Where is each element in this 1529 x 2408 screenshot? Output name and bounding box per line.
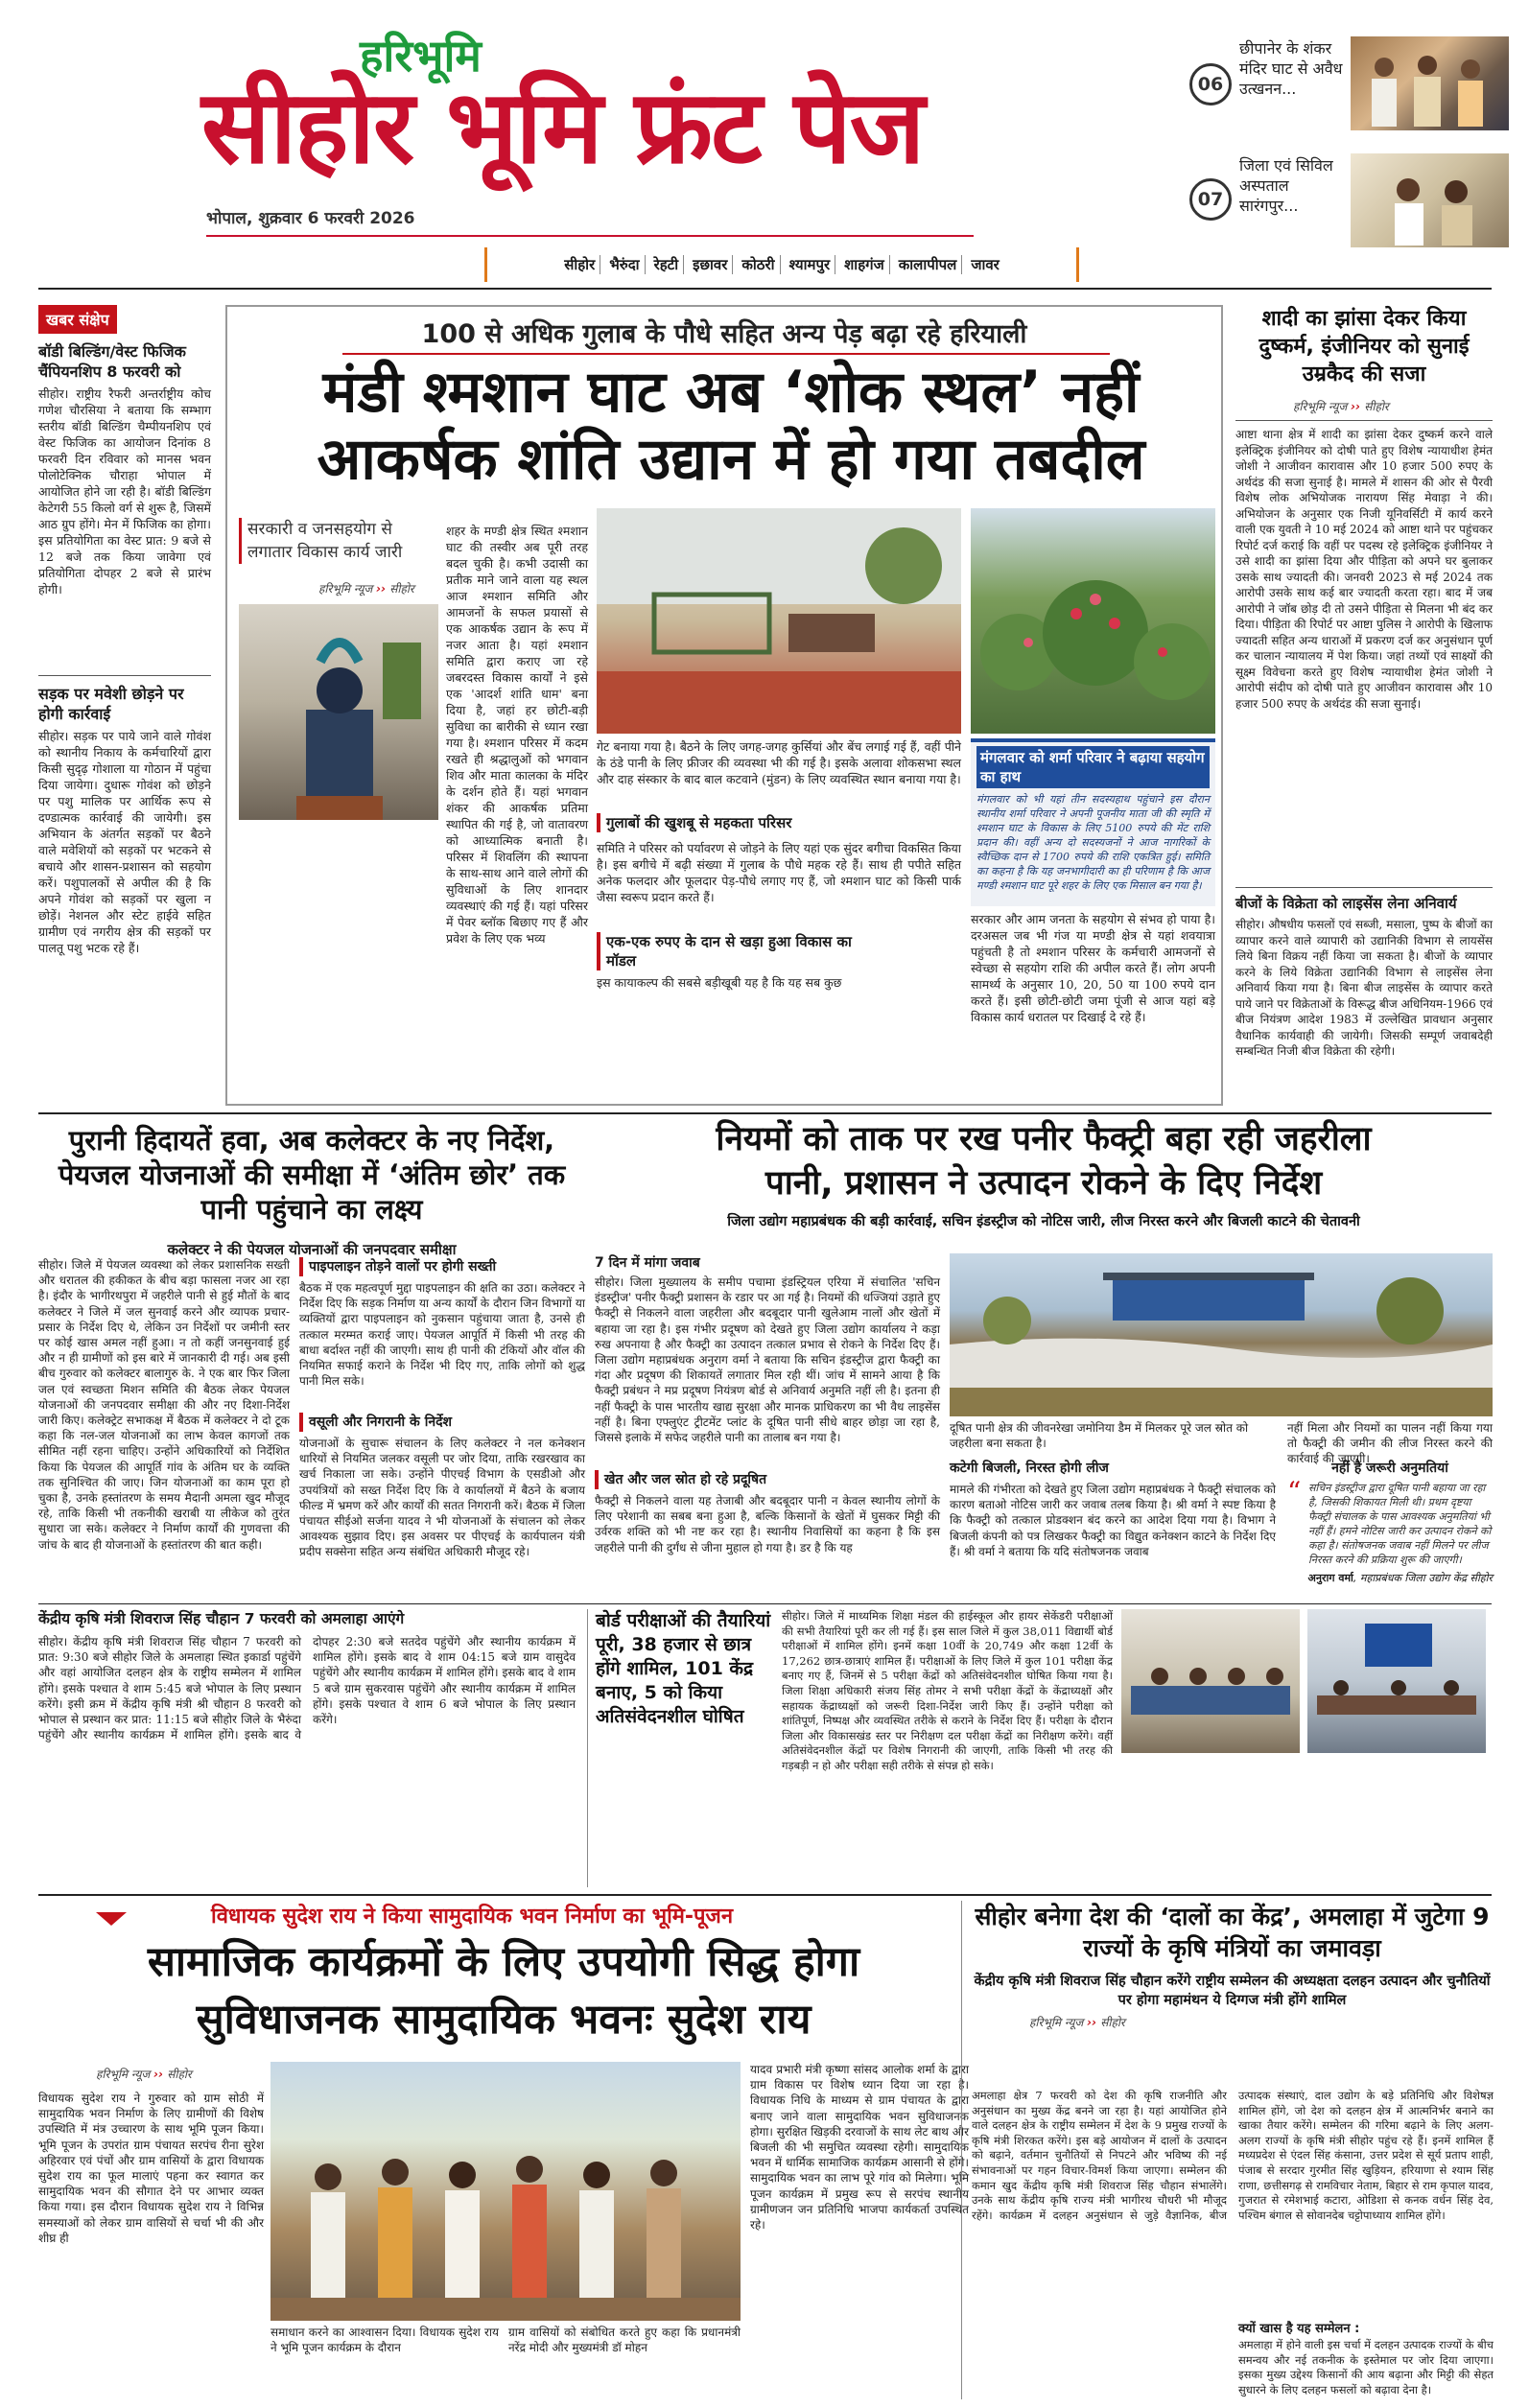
masthead-divider (206, 235, 974, 237)
paneer-quote-text: सचिन इंडस्ट्रीज द्वारा दूषित पानी बहाया जा रहा है, जिसकी शिकायत मिली थी। प्रथम दृष्टया फैक्ट्री संचालक के पास आवश्यक अनुमतियां भी नहीं हैं। हमने नोटिस जारी कर उत्पादन रोकने को कहा है। संतोषजनक जवाब नहीं मिलने पर लीज निरस्त करने की प्रक्रिया शुरू की जाएगी। (1308, 1482, 1492, 1566)
rose-bush-icon (971, 508, 1215, 734)
side-story-1 (1235, 305, 1493, 880)
pulses-sub: क्यों खास है यह सम्मेलन : (1238, 2322, 1360, 2336)
paneer-quote-box (1287, 1459, 1493, 1595)
bhavan-byline (96, 2066, 192, 2082)
lead-photo-rose-garden (971, 508, 1215, 734)
section-rule-3 (38, 1894, 1492, 1896)
pulses-story (961, 1901, 1493, 2399)
lead-photo-seating (597, 508, 961, 734)
paneer-deck: जिला उद्योग महाप्रबंधक की बड़ी कार्रवाई, सचिन इंडस्ट्रीज को नोटिस जारी, लीज निरस्त करने और बिजली काटने की चेतावनी (727, 1214, 1360, 1229)
chevron-right-icon: ›› (1351, 400, 1365, 413)
paneer-text-1: सीहोर। जिला मुख्यालय के समीप पचामा इंडस्ट्रियल एरिया में संचालित 'सचिन इंडस्ट्रीज' पनीर फैक्ट्री प्रशासन के रडार पर आ गई है। नियमों की धज्जियां उड़ाते हुए फैक्ट्री से निकलने वाला जहरीला और बदबूदार पानी खुलेआम नालों और खेतों में बहाया जा रहा है। इस गंभीर प्रदूषण को देखते हुए जिला उद्योग कार्यालय ने कड़ा रुख अपनाया है और फैक्ट्री का उत्पादन तत्काल प्रभाव से रोकने के निर्देश दिए हैं। जिला उद्योग महाप्रबंधक अनुराग वर्मा ने बताया कि सचिन इंडस्ट्रीज द्वारा फैक्ट्री का गंदा और प्रदूषण की शिकायतें लगातार मिल रही थीं। जांच में सामने आया है कि फैक्ट्री प्रबंधन ने मप्र प्रदूषण नियंत्रण बोर्ड से अनिवार्य अनुमति नहीं ली है। इतना ही नहीं फैक्ट्री के पास भारतीय खाद्य सुरक्षा और मानक प्राधिकरण का भी वैध लाइसेंस नहीं है। बिना एफ्लुएंट ट्रीटमेंट प्लांट के दूषित पानी सीधे बाहर छोड़ा जा रहा है, जिससे इलाके में सफेद जहरीले पानी का तालाब बन गया है। (595, 1275, 940, 1445)
water-story (38, 1117, 585, 1597)
benches-icon (597, 508, 961, 734)
side2-headline: बीजों के विक्रेता को लाइसेंस लेना अनिवार्य (1235, 895, 1457, 912)
byline-place: सीहोर (389, 582, 414, 596)
side1-byline (1235, 398, 1493, 414)
nav-item-kalapipal[interactable]: कालापीपल (894, 255, 963, 274)
nav-item-sehore[interactable]: सीहोर (559, 255, 600, 274)
lead-text-3: समिति ने परिसर को पर्यावरण से जोड़ने के लिए यहां एक सुंदर बगीचा विकसित किया है। इस बगीचे में बढ़ी संख्या में गुलाब के पौधे महक रहे हैं। साथ ही पपीते सहित अनेक फलदार और फूलदार पेड़-पौधे लगाए गए हैं, जो श्मशान घाट को किसी पार्क जैसा स्वरूप प्रदान करते हैं। (597, 841, 961, 904)
brief-item-1-text: सीहोर। राष्ट्रीय रैफरी अन्तर्राष्ट्रीय कोच गणेश चौरसिया ने बताया कि सम्भाग स्तरीय बॉडी बिल्डिंग चैम्पीयनशिप एवं वेस्ट फिजिक का आयोजन दिनांक 8 फरवरी दिन रविवार को मानस भवन पोलोटेक्निक चौराहा भोपाल में आयोजित होने जा रही है। बॉडी बिल्डिंग केटेगरी 55 किलो वर्ग से शुरू है, जिसमें आठ ग्रुप होंगे। मेन में फिजिक का होगा। इस प्रतियोगिता का वेस्ट प्रात: 9 बजे से 12 बजे तक किया जावेगा एवं प्रतियोगिता दोपहर 2 बजे से प्रारंभ होगी। (38, 386, 211, 596)
bhavan-headline-2: सुविधाजनक सामुदायिक भवनः सुदेश राय (196, 1996, 812, 2044)
paneer-text-4: नहीं मिला और नियमों का पालन नहीं किया गया तो फैक्ट्री की जमीन की लीज निरस्त करने की कार्रवाई की जाएगी। (1287, 1421, 1493, 1466)
quote-name: अनुराग वर्मा (1307, 1572, 1353, 1584)
chevron-right-icon: ›› (1087, 2016, 1101, 2029)
water-text-2: बैठक में एक महत्वपूर्ण मुद्दा पाइपलाइन की क्षति का उठा। कलेक्टर ने निर्देश दिए कि सड़क निर्माण या अन्य कार्यों के दौरान जिन विभागों या व्यक्तियों द्वारा पाइपलाइन को नुकसान पहुंचाया जाता है, उनसे ही तत्काल मरम्मत कराई जाए। पेयजल आपूर्ति में किसी भी तरह की बाधा बर्दाश्त नहीं की जाएगी। साथ ही पानी की टंकियों और वॉल की नियमित सफाई कराने के निर्देश भी दिए गए, ताकि लोगों को शुद्ध पानी मिल सके। (299, 1281, 585, 1389)
chevron-right-icon: ›› (153, 2068, 168, 2081)
pulses-text: अमलाहा क्षेत्र 7 फरवरी को देश की कृषि राजनीति और अनुसंधान का मुख्य केंद्र बनने जा रहा है। यहां आयोजित होने वाले दलहन क्षेत्र के राष्ट्रीय सम्मेलन में देश के 9 प्रमुख राज्यों के कृषि मंत्री शिरकत करेंगे। इस बड़े आयोजन में दालों के उत्पादन को बढ़ाने, वर्तमान चुनौतियों से निपटने और भविष्य की नई संभावनाओं पर गहन विचार-विमर्श किया जाएगा। सम्मेलन की कमान खुद केंद्रीय कृषि मंत्री शिवराज सिंह चौहान संभालेंगे। उनके साथ केंद्रीय कृषि राज्य मंत्री भागीरथ चौधरी भी मौजूद रहेंगे। कार्यक्रम में दलहन अनुसंधान से जुड़े वैज्ञानिक, बीज उत्पादक संस्थाएं, दाल उद्योग के बड़े प्रतिनिधि और विशेषज्ञ शामिल होंगे, जो देश को दलहन क्षेत्र में आत्मनिर्भर बनाने का खाका तैयार करेंगे। सम्मेलन की गरिमा बढ़ाने के लिए अलग-अलग राज्यों के कृषि मंत्री सीहोर पहुंच रहे हैं। इनमें शामिल हैं मध्यप्रदेश से एंदल सिंह कंसाना, उत्तर प्रदेश से सूर्य प्रताप शाही, पंजाब से सरदार गुरमीत सिंह खुड़ियन, हरियाणा से श्याम सिंह राणा, छत्तीसगढ़ से रामविचार नेताम, बिहार से राम कृपाल यादव, गुजरात से रमेशभाई कटारा, ओडिशा से कनक वर्धन सिंह देव, पश्चिम बंगाल से सोवानदेब चट्टोपाध्याय शामिल होंगे। (972, 2089, 1494, 2222)
pulses-headline: सीहोर बनेगा देश की ‘दालों का केंद्र’, अमलाहा में जुटेगा 9 राज्यों के कृषि मंत्रियों का जमावड़ा (975, 1903, 1490, 1962)
group-photo-icon (1351, 36, 1509, 130)
exam-headline: बोर्ड परीक्षाओं की तैयारियां पूरी, 38 हजार से छात्र होंगे शामिल, 101 केंद्र बनाए, 5 को किया अतिसंवेदनशील घोषित (596, 1610, 771, 1727)
teaser-number-badge: 06 (1189, 63, 1232, 105)
meeting-hall-icon (1121, 1609, 1300, 1753)
lead-headline-2: आकर्षक शांति उद्यान में हो गया तबदील (317, 426, 1145, 493)
water-headline: पुरानी हिदायतें हवा, अब कलेक्टर के नए निर्देश, पेयजल योजनाओं की समीक्षा में ‘अंतिम छोर’ तक पानी पहुंचाने का लक्ष्य (58, 1124, 566, 1226)
lead-deck: सरकारी व जनसहयोग से लगातार विकास कार्य जारी (239, 518, 431, 564)
byline-place: सीहोर (1100, 2016, 1125, 2029)
cm-visit-story (38, 1609, 576, 1887)
water-sub-3: वसूली और निगरानी के निर्देश (299, 1413, 585, 1432)
lead-kicker: 100 से अधिक गुलाब के पौधे सहित अन्य पेड़ बढ़ा रहे हरियाली (421, 319, 1027, 349)
paneer-sub-3: कटेगी बिजली, निरस्त होगी लीज (950, 1461, 1109, 1476)
byline-place: सीहोर (167, 2068, 192, 2081)
byline-source: हरिभूमि न्यूज (318, 582, 373, 596)
conference-icon (1307, 1609, 1486, 1753)
water-text-3: योजनाओं के सुचारू संचालन के लिए कलेक्टर ने नल कनेक्शन धारियों से नियमित जलकर वसूली पर जोर दिया, ताकि रखरखाव का खर्च निकाला जा सके। उन्होंने पीएचई विभाग के एसडीओ और उपयंत्रियों को सख्त निर्देश दिए कि वे कार्यालयों में बैठने के बजाय फील्ड में भ्रमण करें और कार्यों की सतत निगरानी करें। बैठक में जिला पंचायत सीईओ सर्जना यादव ने भी योजनाओं के संचालन को लेकर आवश्यक सुझाव दिए। इस अवसर पर पीएचई के कार्यपालन यंत्री प्रदीप सक्सेना सहित अन्य संबंधित अधिकारी मौजूद रहे। (299, 1437, 585, 1559)
top-rule (38, 288, 1492, 290)
teaser-text: जिला एवं सिविल अस्पताल सारंगपुर... (1239, 156, 1333, 215)
bhavan-text-4: यादव प्रभारी मंत्री कृष्णा सांसद आलोक शर्मा के द्वारा ग्राम विकास पर विशेष ध्यान दिया जा रहा है। विधायक निधि के माध्यम से ग्राम पंचायत के द्वारा बनाए जाने वाला सामुदायिक भवन सुविधाजनक होगा। सुरक्षित खिड़की दरवाजों के साथ लेट बाथ और बिजली की भी समुचित व्यवस्था रहेगी। सामुदायिक भवन में धार्मिक सामाजिक कार्यक्रम आसानी से होंगे। सामुदायिक भवन का लाभ पूरे गांव को मिलेगा। भूमि पूजन कार्यक्रम में प्रमुख रूप से सरपंच स्थानीय ग्रामीणजन जन प्रतिनिधि भाजपा कार्यकर्ता उपस्थित रहे। (750, 2063, 969, 2233)
masthead (0, 0, 1529, 288)
brief-column (38, 305, 211, 1101)
paneer-text-3: मामले की गंभीरता को देखते हुए जिला उद्योग महाप्रबंधक ने फैक्ट्री संचालक को कारण बताओ नोटिस जारी कर जवाब तलब किया है। श्री वर्मा ने स्पष्ट किया है कि फैक्ट्री को तत्काल प्रोडक्शन बंद करने का आदेश दिया गया है। विभाग ने बिजली कंपनी को पत्र लिखकर फैक्ट्री का विद्युत कनेक्शन काटने के निर्देश दिए हैं। श्री वर्मा ने बताया कि यदि संतोषजनक जवाब (950, 1483, 1276, 1558)
support-box-text: मंगलवार को भी यहां तीन सदस्यहाथ पहुंचाने इस दौरान स्थानीय शर्मा परिवार ने अपनी पूजनीय माता जी की स्मृति में श्मशान घाट के विकास के लिए 5100 रुपये की मेंट राशि प्रदान की। वहीं अन्य दो सदस्यजनों ने आज नागरिकों के स्वैच्छिक दान से 1700 रुपये की राशि एकत्रित हुई। समिति का कहना है कि यह जनभागीदारी का ही परिणाम है कि आज मण्डी श्मशान घाट पूरे शहर के लिए एक मिसाल बन गया है। (976, 793, 1210, 892)
location-nav (484, 247, 1079, 282)
chevron-right-icon: ›› (376, 582, 390, 596)
lead-kicker-rule (342, 353, 1110, 355)
factory-building-icon (950, 1253, 1493, 1416)
bhavan-text-3: ग्राम वासियों को संबोधित करते हुए कहा कि प्रधानमंत्री नरेंद्र मोदी और मुख्यमंत्री डॉ मोहन (508, 2326, 741, 2355)
paneer-headline-2: पानी, प्रशासन ने उत्पादन रोकने के दिए निर्देश (764, 1164, 1323, 1203)
paneer-quote-source (1287, 1571, 1493, 1585)
lead-text-5: सरकार और आम जनता के सहयोग से संभव हो पाया है। दरअसल जब भी गंज या मण्डी क्षेत्र से यहां शवयात्रा पहुंचती है तो श्मशान परिसर के कर्मचारी आमजनों से स्वेच्छा से सहयोग राशि की अपील करते हैं। लोग अपनी सामर्थ्य के अनुसार 10, 20, 50 या 100 रुपये दान करते हैं। इसी छोटी-छोटी जमा पूंजी से आज यहां बड़े विकास कार्य धरातल पर दिखाई दे रहे हैं। (971, 912, 1215, 1024)
section-rule-1 (38, 1112, 1492, 1114)
lead-story (225, 305, 1223, 1106)
paneer-story (595, 1117, 1493, 1597)
nav-item-shyampur[interactable]: श्यामपुर (785, 255, 836, 274)
paneer-factory-photo (950, 1253, 1493, 1416)
paneer-quote-head: नहीं है जरूरी अनुमतियां (1331, 1461, 1448, 1476)
lead-headline-1: मंडी श्मशान घाट अब ‘शोक स्थल’ नहीं (322, 359, 1140, 426)
cm-headline: केंद्रीय कृषि मंत्री शिवराज सिंह चौहान 7 फरवरी को अमलाहा आएंगे (38, 1610, 405, 1627)
section-rule-2 (38, 1603, 1492, 1604)
brief-item-1-head: बॉडी बिल्डिंग/वेस्ट फिजिक चैंपियनशिप 8 फरवरी को (38, 342, 186, 381)
page-title: सीहोर भूमि फ्रंट पेज (201, 68, 924, 186)
nav-item-shahganj[interactable]: शाहगंज (839, 255, 890, 274)
bhavan-kicker-arrow-icon (96, 1912, 127, 1926)
paneer-sub-1: 7 दिन में मांगा जवाब (595, 1255, 700, 1271)
community-hall-story (38, 1901, 969, 2399)
cm-text: सीहोर। केंद्रीय कृषि मंत्री शिवराज सिंह चौहान 7 फरवरी को प्रात: 9:30 बजे सीहोर जिले के अमलाहा स्थित इकार्डा पहुंचेंगे और वहां आयोजित दलहन क्षेत्र के राष्ट्रीय सम्मेलन में शामिल होंगे। इसके पश्चात वे शाम 5:45 बजे भोपाल के लिए प्रस्थान करेंगे। इसी क्रम में केंद्रीय कृषि मंत्री श्री चौहान 8 फरवरी को भोपाल से प्रस्थान कर प्रात: 11:15 बजे सीहोर जिले के भैरुंदा पहुंचेंगे और स्थानीय कार्यक्रम में शामिल होंगे। इसके बाद वे दोपहर 2:30 बजे सतदेव पहुंचेंगे और स्थानीय कार्यक्रम में शामिल होंगे। इसके बाद वे शाम 04:15 बजे ग्राम वासुदेव पहुंचेंगे और स्थानीय कार्यक्रम में शामिल होंगे। इसके बाद वे शाम 5 बजे ग्राम सुकरवास पहुंचेंगे और स्थानीय कार्यक्रम में शामिल होंगे। इसके पश्चात वे शाम 6 बजे भोपाल के लिए प्रस्थान करेंगे। (38, 1635, 576, 1742)
lead-text-4: इस कायाकल्प की सबसे बड़ीखूबी यह है कि यह सब कुछ (597, 975, 842, 990)
bhavan-headline-1: सामाजिक कार्यक्रमों के लिए उपयोगी सिद्ध होगा (147, 1938, 860, 1986)
crowd-icon (271, 2062, 741, 2321)
exam-text: सीहोर। जिले में माध्यमिक शिक्षा मंडल की हाईस्कूल और हायर सेकेंडरी परीक्षाओं की सभी तैयारियां पूरी कर ली गई हैं। इस साल जिले में कुल 38,011 विद्यार्थी बोर्ड परीक्षाओं में शामिल होंगे। इनमें कक्षा 10वीं के 20,749 और कक्षा 12वीं के 17,262 छात्र-छात्राएं शामिल हैं। परीक्षाओं के लिए जिले में कुल 101 परीक्षा केंद्र बनाए गए हैं, जिनमें से 5 परीक्षा केंद्रों को अतिसंवेदनशील घोषित किया गया है। जिला शिक्षा अधिकारी संजय सिंह तोमर ने सभी परीक्षा केंद्रों के केंद्राध्यक्षों और सहायक केंद्राध्यक्षों को जरूरी दिशा-निर्देश जारी किए हैं। उन्होंने परीक्षा को शांतिपूर्ण, निष्पक्ष और व्यवस्थित तरीके से कराने के निर्देश दिए हैं। परीक्षा के दौरान जिला और विकासखंड स्तर पर निरीक्षण दल परीक्षा केंद्रों का निरीक्षण करेंगे। वहीं अतिसंवेदनशील केंद्रों पर विशेष निगरानी की जाएगी, ताकि किसी भी तरह की गड़बड़ी न हो और परीक्षा सही तरीके से संपन्न हो सके। (782, 1609, 1113, 1772)
byline-source: हरिभूमि न्यूज (1293, 400, 1348, 413)
pulses-deck: केंद्रीय कृषि मंत्री शिवराज सिंह चौहान करेंगे राष्ट्रीय सम्मेलन की अध्यक्षता दलहन उत्पादन और चुनौतियों पर होगा महामंथन ये दिग्गज मंत्री होंगे शामिल (974, 1974, 1491, 2008)
brief-item-2-text: सीहोर। सड़क पर पाये जाने वाले गोवंश को स्थानीय निकाय के कर्मचारियों द्वारा किसी सुदृढ़ गोशाला या गोठान में पहुंचा दिया जायेगा। दुधारू गोवंश को छोड़ने पर पशु मालिक पर आर्थिक रूप से दण्डात्मक कार्रवाई की जायेगी। इस अभियान के अंतर्गत सड़कों पर बैठने वाले मवेशियों को सड़कों पर भटकने से बचाये और शासन-प्रशासन को सहयोग करें। पशुपालकों से अपील की है कि अपने गोवंश को सड़कों पर खुला न छोड़ें। नेशनल और स्टेट हाईवे सहित ग्रामीण एवं नगरीय क्षेत्र की सड़कों पर पालतू पशु भटक रहे हैं। (38, 729, 211, 955)
lead-photo-statue (239, 604, 438, 820)
nav-item-kothri[interactable]: कोठरी (737, 255, 780, 274)
lead-byline (318, 580, 453, 596)
water-text-1: सीहोर। जिले में पेयजल व्यवस्था को लेकर प्रशासनिक सख्ती और धरातल की हकीकत के बीच बड़ा फासला नजर आ रहा है। इंदौर के भागीरथपुरा में जहरीले पानी से हुई मौतों के बाद कलेक्टर ने जिले में जल सुनवाई करने और व्यापक प्रचार-प्रसार के निर्देश दिए थे, लेकिन उन निर्देशों पर जमीनी स्तर पर कोई खास अमल नहीं हुआ। न तो कहीं जनसुनवाई हुई और न ही ग्रामीणों को इस बारे में जानकारी दी गई। अब इसी बीच गुरुवार को कलेक्टर बालागुरु के. ने एक बार फिर जिला जल एवं स्वच्छता मिशन समिति की बैठक लेकर पेयजल योजनाओं की जनपदवार समीक्षा की और नए दिशा-निर्देश जारी किए। कलेक्ट्रेट सभाकक्ष में बैठक में कलेक्टर ने दो टूक कहा कि नल-जल योजनाओं का लाभ केवल कागजों तक सीमित नहीं रहना चाहिए। उन्होंने अधिकारियों को निर्देशित किया कि पेयजल की आपूर्ति गांव के अंतिम घर के व्यक्ति तक सुनिश्चित की जाए। जिन योजनाओं का काम पूरा हो चुका है, उनके हस्तांतरण के समय मैदानी अमला खुद मौजूद रहे, ताकि किसी भी तकनीकी खराबी या लीकेज को तुरंत सुधारा जा सके। कलेक्टर ने निर्माण कार्यों की गुणवत्ता की जांच के बाद ही योजनाओं के हस्तांतरण की बात कही। (38, 1258, 290, 1552)
nav-item-ichhawar[interactable]: इछावर (688, 255, 733, 274)
pulses-text-2: अमलाहा में होने वाली इस चर्चा में दलहन उत्पादक राज्यों के बीच समन्वय और नई तकनीक के इस्तेमाल पर जोर दिया जाएगा। इसका मुख्य उद्देश्य किसानों की आय बढ़ाना और मिट्टी की सेहत सुधारने के लिए दलहन फसलों को बढ़ावा देना है। (1238, 2338, 1494, 2396)
support-box-head: मंगलवार को शर्मा परिवार ने बढ़ाया सहयोग का हाथ (976, 746, 1210, 788)
bhavan-photo-group (271, 2062, 741, 2321)
side-story-2 (1235, 887, 1493, 1103)
side1-rule (1235, 420, 1493, 421)
byline-source: हरिभूमि न्यूज (96, 2068, 151, 2081)
lead-text-2: गेट बनाया गया है। बैठने के लिए जगह-जगह कुर्सियां और बेंच लगाई गई हैं, वहीं पीने के ठंडे पानी के लिए फ्रीजर की व्यवस्था भी की गई है। इसके अलावा शोकसभा स्थल और दाह संस्कार के बाद बाल कटवाने (मुंडन) के लिए व्यवस्थित स्थान बनाया गया है। (597, 739, 961, 786)
exam-meeting-photo-1 (1121, 1609, 1300, 1753)
side1-headline: शादी का झांसा देकर किया दुष्कर्म, इंजीनियर को सुनाई उम्रकैद की सजा (1258, 307, 1470, 386)
nav-item-jawar[interactable]: जावर (971, 256, 1000, 273)
bhavan-text-1: विधायक सुदेश राय ने गुरुवार को ग्राम सोठी में सामुदायिक भवन निर्माण के लिए ग्रामीणों की विशेष उपस्थिति में मंत्र उच्चारण के साथ भूमि पूजन किया। भूमि पूजन के उपरांत ग्राम पंचायत सरपंच रीना सुरेश अहिरवार एवं पंचों और ग्राम वासियों के द्वारा विधायक सुदेश राय का फूल मालाएं पहना कर स्वागत कर सामुदायिक भवन की सौगात देने पर आभार व्यक्त किया गया। इस दौरान विधायक सुदेश राय ने विभिन्न समस्याओं को लेकर ग्राम वासियों से चर्चा भी की और शीघ्र ही (38, 2092, 264, 2245)
side1-text: आष्टा थाना क्षेत्र में शादी का झांसा देकर दुष्कर्म करने वाले इलेक्ट्रिक इंजीनियर को दोषी पाते हुए विशेष न्यायाधीश हेमंत जोशी ने आजीवन कारावास और 10 हजार 500 रुपए के अर्थदंड की सजा सुनाई है। मामले में शासन की ओर से पैरवी विशेष लोक अभियोजक नारायण सिंह मेवाड़ा ने की। अभियोजन के अनुसार एक निजी यूनिवर्सिटी में कार्य करने वाली एक युवती ने 10 मई 2024 को आष्टा थाने पर पहुंचकर रिपोर्ट दर्ज कराई कि वहीं पर पदस्थ रहे इलेक्ट्रिक इंजीनियर ने उसे शादी का झांसा दिया और पीड़िता को अपने घर बुलाकर उसके साथ ज्यादती की। जनवरी 2023 से मई 2024 तक आरोपी उसके साथ कई बार ज्यादती करता रहा। बाद में जब आरोपी ने जॉब छोड़ दी तो उसने पीड़िता से मिलना भी बंद कर दिया। पीड़िता की रिपोर्ट पर आष्टा पुलिस ने आरोपी के खिलाफ ज्यादती सहित अन्य धाराओं में प्रकरण दर्ज कर अनुसंधान पूर्ण कर चालान न्यायालय में पेश किया। जहां तथ्यों एवं साक्ष्यों की सूक्ष्म विवेचना करते हुए विशेष न्यायाधीश हेमंत जोशी ने आरोपी संदीप को दोषी पाते हुए आजीवन कारावास और 10 हजार 500 रुपए के अर्थदंड की सजा सुनाई। (1235, 428, 1493, 711)
brief-label: खबर संक्षेप (38, 305, 117, 334)
water-sub-2: पाइपलाइन तोड़ने वालों पर होगी सख्ती (299, 1257, 585, 1276)
meeting-photo-icon (1351, 153, 1509, 247)
dateline: भोपाल, शुक्रवार 6 फरवरी 2026 (206, 209, 415, 228)
lead-text-1: शहर के मण्डी क्षेत्र स्थित श्मशान घाट की तस्वीर अब पूरी तरह बदल चुकी है। कभी उदासी का प्रतीक माने जाने वाला यह स्थल आज श्मशान समिति और आमजनों के सफल प्रयासों से एक आकर्षक उद्यान के रूप में नजर आता है। यहां श्मशान समिति द्वारा कराए जा रहे जबरदस्त विकास कार्यों ने इसे एक 'आदर्श शांति धाम' बना दिया है, जहां हर छोटी-बड़ी सुविधा का बारीकी से ध्यान रखा गया है। श्मशान परिसर में कदम रखते ही श्रद्धालुओं को भगवान शिव और माता कालका के मंदिर के दर्शन होते हैं। यहां भगवान शंकर की आकर्षक प्रतिमा स्थापित की गई है, जो वातावरण को आध्यात्मिक बनाती है। परिसर में शिवलिंग की स्थापना के साथ-साथ आने वाले लोगों की सुविधाओं के लिए शानदार व्यवस्थाएं की गई हैं। यहां परिसर में पेवर ब्लॉक बिछाए गए हैं और प्रवेश के लिए एक भव्य (446, 524, 588, 946)
lead-sub-1: गुलाबों की खुशबू से महकता परिसर (597, 813, 961, 832)
teaser-photo-people (1351, 36, 1509, 130)
exam-meeting-photo-2 (1307, 1609, 1486, 1753)
quote-mark-icon: “ (1287, 1476, 1302, 1508)
support-box (971, 738, 1215, 906)
teaser-text: छीपानेर के शंकर मंदिर घाट से अवैध उत्खनन... (1239, 39, 1343, 98)
bhavan-kicker: विधायक सुदेश राय ने किया सामुदायिक भवन निर्माण का भूमि-पूजन (211, 1905, 734, 1929)
paneer-text-2: फैक्ट्री से निकलने वाला यह तेजाबी और बदबूदार पानी न केवल स्थानीय लोगों के लिए परेशानी का सबब बना हुआ है, बल्कि किसानों के खेतों में घुसकर मिट्टी की उर्वरक शक्ति को भी नष्ट कर रहा है। स्थानीय निवासियों का कहना है कि इस जहरीले पानी की दुर्गंध से जीना मुहाल हो गया है। डर है कि यह (595, 1494, 940, 1555)
water-sub: कलेक्टर ने की पेयजल योजनाओं की जनपदवार समीक्षा (167, 1241, 457, 1258)
paneer-headline-1: नियमों को ताक पर रख पनीर फैक्ट्री बहा रही जहरीला (716, 1120, 1372, 1158)
brand-logo: हरिभूमि (360, 30, 482, 82)
teaser-2[interactable] (1180, 144, 1506, 249)
nav-item-rehti[interactable]: रेहटी (649, 255, 685, 274)
lead-text-1-cont (239, 825, 588, 1098)
pulses-byline (972, 2014, 1493, 2030)
quote-role: , महाप्रबंधक जिला उद्योग केंद्र सीहोर (1353, 1572, 1493, 1584)
nav-item-bhairunda[interactable]: भैरुंदा (604, 255, 645, 274)
brief-item-2-head: सड़क पर मवेशी छोड़ने पर होगी कार्रवाई (38, 685, 184, 723)
teaser-photo-hospital (1351, 153, 1509, 247)
byline-source: हरिभूमि न्यूज (1029, 2016, 1084, 2029)
paneer-photo-caption: दूषित पानी क्षेत्र की जीवनरेखा जमोनिया डैम में मिलकर पूरे जल स्रोत को जहरीला बना सकता है। (950, 1421, 1249, 1450)
brief-divider (38, 675, 211, 676)
teaser-number-badge: 07 (1189, 178, 1232, 221)
teaser-1[interactable] (1180, 29, 1506, 134)
paneer-sub-2: खेत और जल स्रोत हो रहे प्रदूषित (595, 1470, 940, 1489)
bhavan-text-2: समाधान करने का आश्वासन दिया। विधायक सुदेश राय ने भूमि पूजन कार्यक्रम के दौरान (271, 2326, 499, 2355)
lead-sub-2: एक-एक रुपए के दान से खड़ा हुआ विकास का मॉडल (597, 932, 884, 970)
shiva-statue-icon (239, 604, 438, 820)
exam-story (587, 1609, 1493, 1887)
side2-text: सीहोर। औषधीय फसलों एवं सब्जी, मसाला, पुष्प के बीजों का व्यापार करने वाले व्यापारी को उद्यानिकी विभाग से लायसेंस लिये बिना विक्रय नहीं किया जा सकता है। बीजों के व्यापार करने के लिये विक्रेता उद्यानिकी विभाग से लाइसेंस लेना अनिवार्य किया गया है। बिना बीज लाइसेंस के व्यापार करते पाये जाने पर विक्रेताओं के विरूद्ध बीज अधिनियम-1966 एवं बीज नियंत्रण आदेश 1983 में उल्लेखित प्रावधान अनुसार वैधानिक कार्यवाही की जायेगी। जिसकी सम्पूर्ण जवाबदेही सम्बन्धित निजी बीज विक्रेता की रहेगी। (1235, 918, 1493, 1058)
byline-place: सीहोर (1364, 400, 1389, 413)
